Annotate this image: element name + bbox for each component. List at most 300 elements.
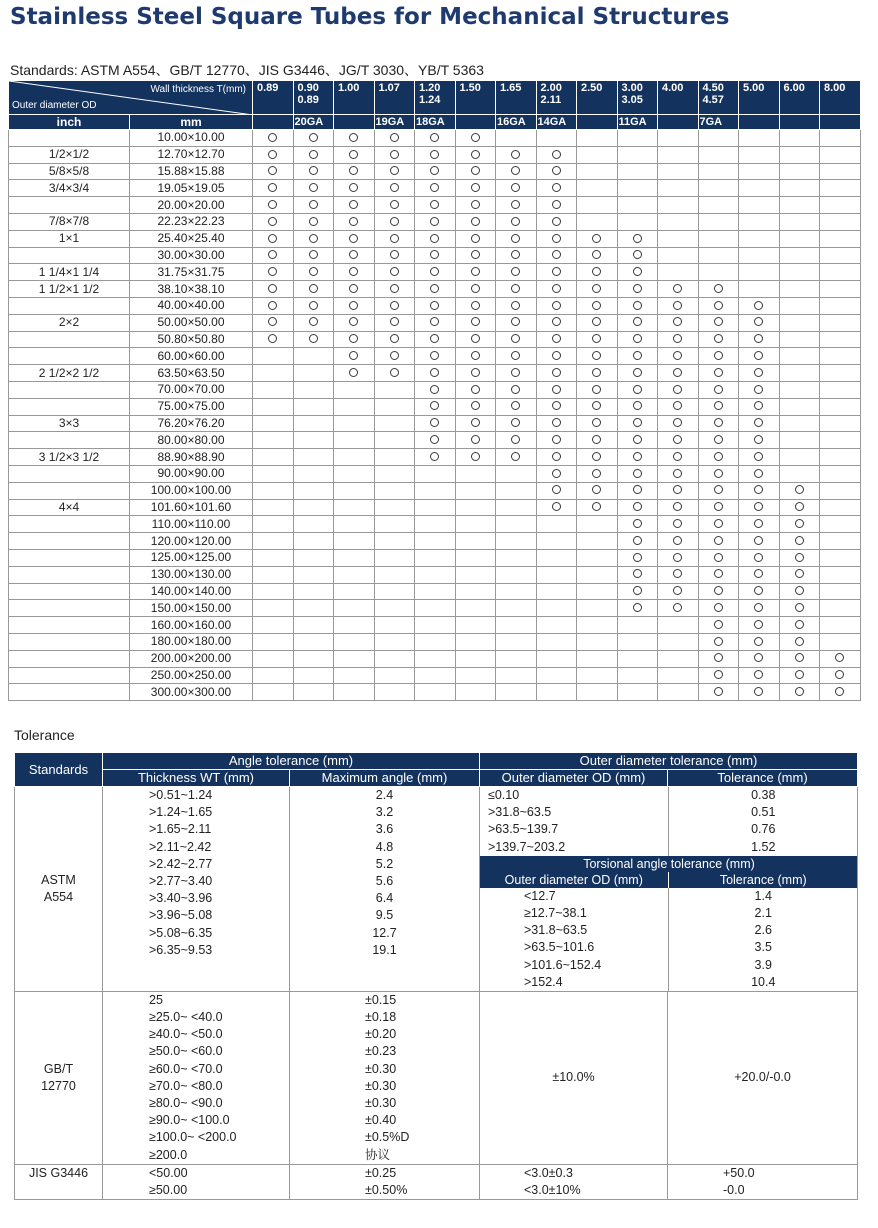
availability-cell [698,482,739,499]
available-mark-icon [714,401,723,410]
available-mark-icon [754,368,763,377]
availability-cell [779,583,820,600]
thickness-col-header: 0.90 0.89 [293,81,334,115]
availability-cell [617,499,658,516]
available-mark-icon [471,150,480,159]
availability-cell [374,415,415,432]
availability-cell [293,516,334,533]
availability-cell [374,465,415,482]
availability-cell [334,650,375,667]
availability-cell [779,449,820,466]
available-mark-icon [673,485,682,494]
available-mark-icon [268,150,277,159]
available-mark-icon [349,351,358,360]
available-mark-icon [714,485,723,494]
available-mark-icon [552,334,561,343]
available-mark-icon [633,485,642,494]
available-mark-icon [754,553,763,562]
availability-cell [779,684,820,701]
available-mark-icon [268,284,277,293]
availability-cell [577,197,618,214]
available-mark-icon [552,183,561,192]
size-row [9,398,861,415]
availability-cell [253,314,294,331]
availability-cell [334,314,375,331]
tolerance-value: 2.4 [375,788,394,802]
availability-cell [374,314,415,331]
available-mark-icon [511,234,520,243]
mm-size: 12.70×12.70 [130,146,253,163]
availability-cell [698,365,739,382]
availability-cell [536,230,577,247]
availability-cell [577,213,618,230]
available-mark-icon [471,368,480,377]
availability-cell [334,583,375,600]
tolerance-value: >101.6~152.4 [524,957,602,972]
availability-cell [820,297,861,314]
available-mark-icon [511,200,520,209]
availability-cell [293,130,334,147]
availability-cell [293,247,334,264]
tolerance-value: 4.8 [375,839,394,854]
size-row [9,633,861,650]
availability-cell [779,230,820,247]
jis-od-list [480,1164,668,1199]
available-mark-icon [471,133,480,142]
available-mark-icon [430,133,439,142]
availability-cell [577,684,618,701]
availability-cell [698,633,739,650]
availability-cell [415,264,456,281]
size-row [9,163,861,180]
availability-cell [617,533,658,550]
available-mark-icon [552,284,561,293]
availability-cell [779,348,820,365]
thickness-col-header: 2.00 2.11 [536,81,577,115]
availability-cell [455,281,496,298]
availability-cell [496,633,537,650]
availability-cell [374,482,415,499]
available-mark-icon [309,317,318,326]
availability-cell [820,684,861,701]
availability-cell [415,650,456,667]
size-row [9,516,861,533]
availability-cell [698,549,739,566]
gauge-label: 18GA [415,115,456,130]
availability-cell [739,684,780,701]
availability-cell [374,197,415,214]
inch-size [9,297,130,314]
availability-cell [374,667,415,684]
mm-size: 10.00×10.00 [130,130,253,147]
availability-cell [820,331,861,348]
header-corner [9,81,253,115]
availability-cell [334,533,375,550]
available-mark-icon [673,469,682,478]
tolerance-value: ≤0.10 [488,788,520,802]
availability-cell [455,499,496,516]
available-mark-icon [471,385,480,394]
availability-cell [617,297,658,314]
gauge-label: 11GA [617,115,658,130]
availability-cell [658,684,699,701]
availability-cell [374,549,415,566]
availability-cell [415,432,456,449]
inch-size [9,667,130,684]
availability-cell [415,213,456,230]
availability-cell [293,432,334,449]
availability-cell [577,281,618,298]
availability-cell [617,432,658,449]
availability-cell [536,180,577,197]
availability-cell [334,180,375,197]
availability-cell [496,482,537,499]
available-mark-icon [430,150,439,159]
available-mark-icon [471,200,480,209]
availability-cell [415,180,456,197]
available-mark-icon [754,351,763,360]
available-mark-icon [714,469,723,478]
availability-cell [293,297,334,314]
tolerance-value: ±0.18 [365,1010,397,1025]
availability-cell [293,381,334,398]
available-mark-icon [754,653,763,662]
available-mark-icon [754,452,763,461]
available-mark-icon [633,385,642,394]
availability-cell [374,617,415,634]
available-mark-icon [633,603,642,612]
tolerance-value: ≥60.0~ <70.0 [149,1061,223,1076]
tolerance-value: >63.5~139.7 [488,822,559,837]
tolerance-value: 3.6 [375,822,394,837]
gauge-label [820,115,861,130]
available-mark-icon [714,603,723,612]
wall-thickness-label: Wall thickness T(mm) [150,84,246,95]
availability-cell [334,197,375,214]
availability-cell [820,533,861,550]
availability-cell [253,667,294,684]
availability-cell [779,533,820,550]
available-mark-icon [552,250,561,259]
availability-cell [536,415,577,432]
availability-cell [415,499,456,516]
size-row [9,499,861,516]
availability-cell [820,650,861,667]
available-mark-icon [592,301,601,310]
availability-cell [455,415,496,432]
size-row [9,482,861,499]
tolerance-value: ±0.30 [365,1096,397,1110]
availability-cell [455,197,496,214]
available-mark-icon [552,418,561,427]
tolerance-value: ≥70.0~ <80.0 [149,1078,223,1093]
mm-size: 50.80×50.80 [130,331,253,348]
availability-cell [779,314,820,331]
availability-cell [374,264,415,281]
available-mark-icon [673,368,682,377]
gauge-label: 14GA [536,115,577,130]
availability-cell [374,650,415,667]
available-mark-icon [390,368,399,377]
gbt-thickness-list [103,991,290,1164]
availability-cell [698,566,739,583]
size-row [9,247,861,264]
availability-cell [293,163,334,180]
available-mark-icon [592,334,601,343]
availability-cell [455,583,496,600]
available-mark-icon [754,502,763,511]
available-mark-icon [714,284,723,293]
available-mark-icon [673,536,682,545]
availability-cell [334,465,375,482]
available-mark-icon [754,385,763,394]
availability-cell [698,130,739,147]
tolerance-value: >2.42~2.77 [149,856,213,871]
available-mark-icon [714,301,723,310]
mm-size: 125.00×125.00 [130,549,253,566]
availability-cell [779,264,820,281]
tolerance-value: ±0.25 [365,1165,397,1180]
available-mark-icon [633,536,642,545]
availability-cell [455,482,496,499]
availability-cell [374,633,415,650]
size-row [9,415,861,432]
availability-cell [820,348,861,365]
availability-cell [455,600,496,617]
available-mark-icon [349,217,358,226]
unit-mm-header: mm [130,115,253,130]
availability-cell [496,398,537,415]
availability-cell [698,432,739,449]
availability-cell [739,533,780,550]
jis-thickness-list [103,1164,290,1199]
size-table [8,80,861,701]
astm-thickness-list [103,787,290,992]
available-mark-icon [714,519,723,528]
availability-cell [253,281,294,298]
available-mark-icon [390,150,399,159]
thickness-col-header: 1.65 [496,81,537,115]
available-mark-icon [349,183,358,192]
availability-cell [658,230,699,247]
availability-cell [334,331,375,348]
availability-cell [658,449,699,466]
available-mark-icon [349,166,358,175]
available-mark-icon [430,385,439,394]
available-mark-icon [511,250,520,259]
availability-cell [536,314,577,331]
availability-cell [415,415,456,432]
availability-cell [698,331,739,348]
availability-cell [658,365,699,382]
tolerance-value: ≥25.0~ <40.0 [149,1010,223,1025]
inch-size [9,130,130,147]
availability-cell [415,163,456,180]
tolerance-value: ≥50.0~ <60.0 [149,1044,223,1059]
availability-cell [698,146,739,163]
availability-cell [536,499,577,516]
availability-cell [577,566,618,583]
availability-cell [820,633,861,650]
tolerance-value: 0.76 [751,822,776,837]
inch-size [9,381,130,398]
availability-cell [455,297,496,314]
availability-cell [455,381,496,398]
availability-cell [698,499,739,516]
tolerance-value: 0.51 [751,805,776,820]
availability-cell [253,348,294,365]
availability-cell [698,398,739,415]
availability-cell [658,667,699,684]
available-mark-icon [552,150,561,159]
tolerance-value: ±0.5%D [365,1130,410,1145]
availability-cell [334,381,375,398]
availability-cell [739,297,780,314]
available-mark-icon [430,234,439,243]
available-mark-icon [633,301,642,310]
availability-cell [577,499,618,516]
availability-cell [779,516,820,533]
tolerance-value: 3.9 [754,957,772,972]
availability-cell [577,667,618,684]
available-mark-icon [511,217,520,226]
inch-size: 3×3 [9,415,130,432]
thickness-col-header: 6.00 [779,81,820,115]
availability-cell [698,684,739,701]
availability-cell [253,600,294,617]
availability-cell [293,348,334,365]
availability-cell [617,415,658,432]
torsional-od-header: Outer diameter OD (mm) [480,872,668,888]
available-mark-icon [511,351,520,360]
available-mark-icon [390,351,399,360]
availability-cell [253,197,294,214]
available-mark-icon [471,301,480,310]
inch-size [9,516,130,533]
available-mark-icon [633,435,642,444]
availability-cell [739,600,780,617]
availability-cell [617,566,658,583]
availability-cell [577,230,618,247]
availability-cell [415,566,456,583]
available-mark-icon [714,536,723,545]
availability-cell [455,163,496,180]
availability-cell [698,264,739,281]
availability-cell [253,365,294,382]
availability-cell [415,130,456,147]
availability-cell [334,449,375,466]
available-mark-icon [714,653,723,662]
available-mark-icon [511,183,520,192]
availability-cell [658,617,699,634]
availability-cell [698,600,739,617]
availability-cell [617,146,658,163]
available-mark-icon [430,217,439,226]
available-mark-icon [592,284,601,293]
available-mark-icon [349,317,358,326]
available-mark-icon [754,637,763,646]
od-header: Outer diameter OD (mm) [480,770,668,787]
availability-cell [496,415,537,432]
available-mark-icon [471,267,480,276]
available-mark-icon [471,351,480,360]
astm-od-block [480,787,858,992]
mm-size: 150.00×150.00 [130,600,253,617]
inch-size: 3 1/2×3 1/2 [9,449,130,466]
availability-cell [820,432,861,449]
thickness-col-header: 8.00 [820,81,861,115]
availability-cell [577,398,618,415]
availability-cell [536,130,577,147]
availability-cell [253,180,294,197]
mm-size: 100.00×100.00 [130,482,253,499]
available-mark-icon [390,301,399,310]
availability-cell [820,398,861,415]
availability-cell [253,449,294,466]
available-mark-icon [633,401,642,410]
available-mark-icon [552,267,561,276]
available-mark-icon [673,519,682,528]
tolerance-value: ≥90.0~ <100.0 [149,1113,230,1128]
available-mark-icon [754,435,763,444]
mm-size: 31.75×31.75 [130,264,253,281]
availability-cell [577,297,618,314]
available-mark-icon [552,385,561,394]
availability-cell [374,600,415,617]
availability-cell [334,482,375,499]
availability-cell [374,230,415,247]
thickness-col-header: 1.50 [455,81,496,115]
availability-cell [496,130,537,147]
availability-cell [253,617,294,634]
availability-cell [820,314,861,331]
thickness-col-header: 3.00 3.05 [617,81,658,115]
thickness-col-header: 0.89 [253,81,294,115]
availability-cell [779,415,820,432]
available-mark-icon [390,200,399,209]
availability-cell [779,600,820,617]
available-mark-icon [592,250,601,259]
mm-size: 200.00×200.00 [130,650,253,667]
availability-cell [496,163,537,180]
availability-cell [334,432,375,449]
availability-cell [617,650,658,667]
availability-cell [496,465,537,482]
availability-cell [415,281,456,298]
availability-cell [820,247,861,264]
tolerance-value: >3.40~3.96 [149,891,213,906]
availability-cell [739,465,780,482]
availability-cell [455,566,496,583]
availability-cell [293,533,334,550]
available-mark-icon [390,133,399,142]
availability-cell [820,549,861,566]
availability-cell [577,331,618,348]
available-mark-icon [552,368,561,377]
tolerance-value: 6.4 [375,891,394,906]
availability-cell [293,617,334,634]
available-mark-icon [390,234,399,243]
availability-cell [658,264,699,281]
availability-cell [820,583,861,600]
availability-cell [496,533,537,550]
page-title: Stainless Steel Square Tubes for Mechanical Structures [10,4,730,30]
mm-size: 88.90×88.90 [130,449,253,466]
availability-cell [496,583,537,600]
available-mark-icon [430,334,439,343]
availability-cell [779,146,820,163]
availability-cell [536,549,577,566]
